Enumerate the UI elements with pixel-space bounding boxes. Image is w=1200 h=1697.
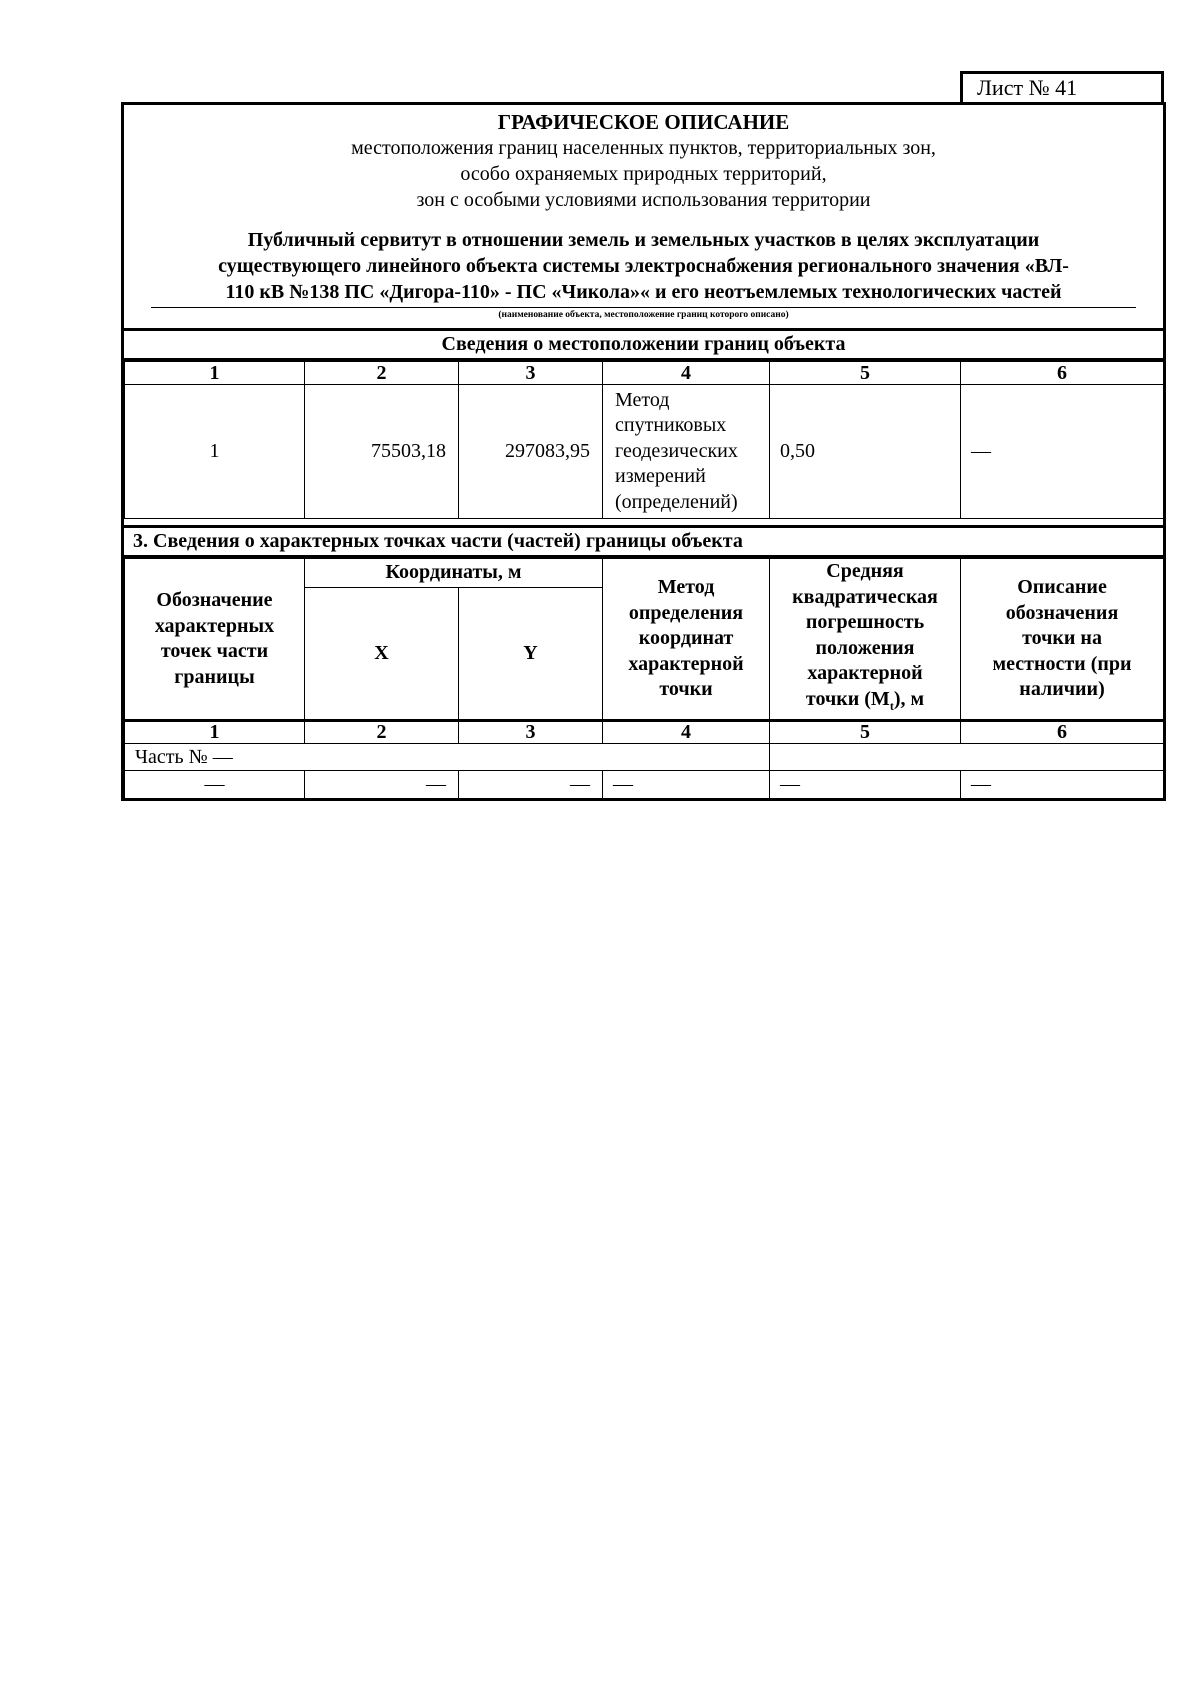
subtitle-line-1: местоположения границ населенных пунктов, территориальных зон, xyxy=(351,137,936,159)
coord-y: 297083,95 xyxy=(459,385,603,519)
dash-cell: — xyxy=(603,771,770,799)
table-row xyxy=(125,385,1164,519)
col-number: 3 xyxy=(459,721,603,744)
col-number: 6 xyxy=(961,721,1164,744)
sheet-number: Лист № 41 xyxy=(960,71,1164,102)
part-points-table xyxy=(124,558,1164,799)
error-value: 0,50 xyxy=(770,385,961,519)
part-label: Часть № — xyxy=(125,744,770,771)
col-number: 5 xyxy=(770,721,961,744)
dash-cell: — xyxy=(961,771,1164,799)
col-number: 2 xyxy=(305,721,459,744)
subtitle-line-3: зон с особыми условиями использования территории xyxy=(416,189,871,211)
dash-cell: — xyxy=(125,771,305,799)
dash-cell: — xyxy=(305,771,459,799)
header-x: X xyxy=(305,587,459,720)
method-line: (определений) xyxy=(615,490,738,513)
table-row xyxy=(125,771,1164,799)
coord-x: 75503,18 xyxy=(305,385,459,519)
column-numbers-row xyxy=(125,362,1164,385)
object-name-line-1: Публичный сервитут в отношении земель и земельных участков в целях эксплуатации xyxy=(247,229,1040,251)
document-title: ГРАФИЧЕСКОЕ ОПИСАНИЕ xyxy=(497,110,790,134)
document-frame xyxy=(121,102,1166,801)
point-description: — xyxy=(961,385,1164,519)
method-cell xyxy=(603,385,770,519)
object-name-caption: (наименование объекта, местоположение границ которого описано) xyxy=(498,310,789,320)
header-y: Y xyxy=(459,587,603,720)
subtitle-line-2: особо охраняемых природных территорий, xyxy=(460,163,827,185)
method-line: геодезических xyxy=(615,439,738,462)
col-number: 5 xyxy=(770,362,961,385)
document-header xyxy=(124,105,1163,331)
section1-title: Сведения о местоположении границ объекта xyxy=(124,331,1163,361)
dash-cell: — xyxy=(459,771,603,799)
part-empty xyxy=(770,744,1164,771)
object-name-line-2: существующего линейного объекта системы электроснабжения регионального значения «ВЛ- xyxy=(218,255,1069,277)
col-number: 2 xyxy=(305,362,459,385)
dash-cell: — xyxy=(770,771,961,799)
method-line: Метод xyxy=(615,388,670,411)
section3-title: 3. Сведения о характерных точках части (частей) границы объекта xyxy=(124,525,1163,558)
header-row xyxy=(125,559,1164,588)
point-designation: 1 xyxy=(125,385,305,519)
method-line: измерений xyxy=(615,465,706,488)
column-numbers-row xyxy=(125,721,1164,744)
object-name xyxy=(124,227,1163,305)
col-number: 4 xyxy=(603,362,770,385)
col-number: 4 xyxy=(603,721,770,744)
error-last-line: точки $(M_t)$, м xyxy=(805,687,925,713)
header-method: Метод определения координат характерной точки xyxy=(603,559,770,721)
object-name-line-3: 110 кВ №138 ПС «Дигора-110» - ПС «Чикола»« и его неотъемлемых технологических частей xyxy=(225,281,1062,303)
method-line: спутниковых xyxy=(615,414,727,437)
part-row xyxy=(125,744,1164,771)
header-designation: Обозначение характерных точек части границы xyxy=(125,559,305,721)
header-description: Описание обозначения точки на местности (при наличии) xyxy=(961,559,1164,721)
col-number: 6 xyxy=(961,362,1164,385)
header-error: Средняя квадратическая погрешность положения характерной точки $(M_t)$, м xyxy=(770,559,961,721)
col-number: 1 xyxy=(125,362,305,385)
col-number: 3 xyxy=(459,362,603,385)
boundary-points-table xyxy=(124,361,1164,519)
header-coordinates: Координаты, м xyxy=(305,559,603,588)
col-number: 1 xyxy=(125,721,305,744)
